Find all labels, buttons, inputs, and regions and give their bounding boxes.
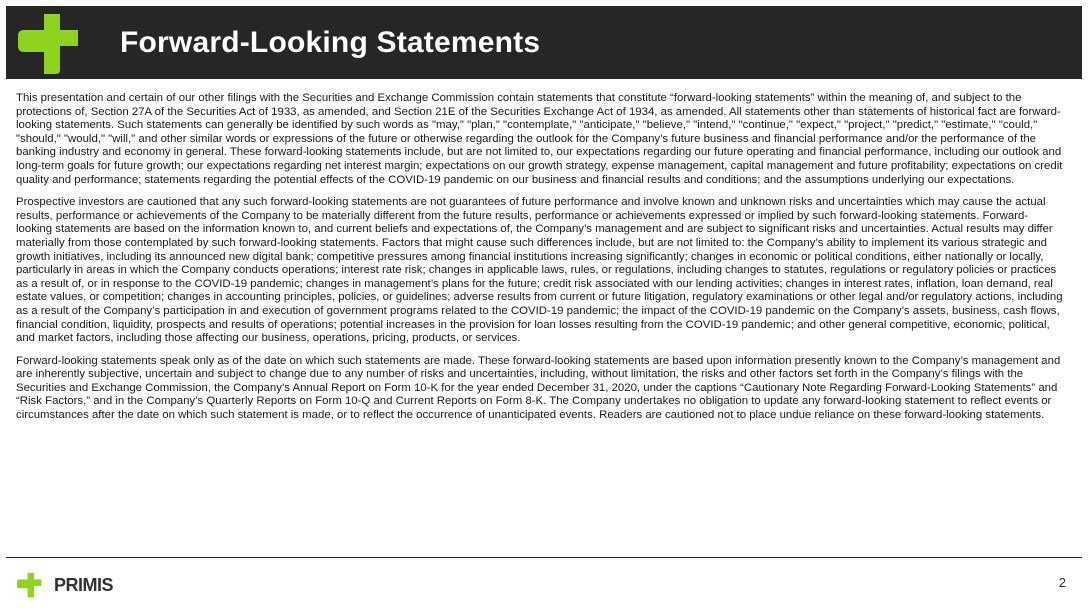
footer-brand-name: PRIMIS — [54, 574, 114, 595]
statement-body — [16, 92, 1064, 432]
primis-plus-logo-icon — [12, 572, 48, 598]
primis-plus-logo-icon — [14, 12, 86, 76]
paragraph-forward-looking-definition: This presentation and certain of our other filings with the Securities and Exchange Commission contain statements that constitute “forward-looking statements” within the meaning of, and subject to the protections of, Section 27A of the Securities Act of 1933, as amended, and Section 21E of the Securities Exchange Act of 1934, as amended. All statements other than statements of historical fact are forward-looking statements. Such statements can generally be identified by such words as "may," "plan," "contemplate," "anticipate," "believe," "intend," "continue," "expect," "project," "predict," "estimate," "could," "should," "would," "will," and other similar words or expressions of the future or otherwise regarding the outlook for the Company’s future business and financial performance and/or the performance of the banking industry and economy in general. These forward-looking statements include, but are not limited to, our expectations regarding our future operating and financial performance, including our outlook and long-term goals for future growth; our expectations regarding net interest margin; expectations on our growth strategy, expense management, capital management and future profitability; expectations on credit quality and performance; statements regarding the potential effects of the COVID-19 pandemic on our business and financial results and conditions; and the assumptions underlying our expectations. — [16, 92, 1063, 186]
footer-divider — [6, 557, 1082, 558]
page-number: 2 — [1058, 575, 1066, 590]
paragraph-risk-factors: Prospective investors are cautioned that any such forward-looking statements are not guarantees of future performance and involve known and unknown risks and uncertainties which may cause the actual results, performance or achievements of the Company to be materially different from the future results, performance or achievements expressed or implied by such forward-looking statements. Forward-looking statements are based on the information known to, and current beliefs and expectations of, the Company’s management and are subject to significant risks and uncertainties. Actual results may differ materially from those contemplated by such forward-looking statements. Factors that might cause such differences include, but are not limited to: the Company’s ability to implement its various strategic and growth initiatives, including its announced new digital bank; competitive pressures among financial institutions increasing significantly; changes in economic or political conditions, either nationally or locally, particularly in areas in which the Company conducts operations; interest rate risk; changes in applicable laws, rules, or regulations, including changes to statutes, regulations or regulatory policies or practices as a result of, or in response to the COVID-19 pandemic; changes in management’s plans for the future; credit risk associated with our lending activities; changes in interest rates, inflation, loan demand, real estate values, or competition; changes in accounting principles, policies, or guidelines; adverse results from current or future litigation, regulatory examinations or other legal and/or regulatory actions, including as a result of the Company’s participation in and execution of government programs related to the COVID-19 pandemic; the impact of the COVID-19 pandemic on the Company’s assets, business, cash flows, financial condition, liquidity, prospects and results of operations; potential increases in the provision for loan losses resulting from the COVID-19 pandemic; and other general competitive, economic, political, and market factors, including those affecting our business, operations, pricing, products, or services. — [16, 196, 1063, 345]
footer-logo — [12, 572, 113, 598]
title-bar — [6, 6, 1082, 79]
paragraph-disclaimer: Forward-looking statements speak only as of the date on which such statements are made. These forward-looking statements are based upon information presently known to the Company’s management and are inherently subjective, uncertain and subject to change due to any number of risks and uncertainties, including, without limitation, the risks and other factors set forth in the Company’s filings with the Securities and Exchange Commission, the Company’s Annual Report on Form 10-K for the year ended December 31, 2020, under the captions “Cautionary Note Regarding Forward-Looking Statements” and “Risk Factors,” and in the Company’s Quarterly Reports on Form 10-Q and Current Reports on Form 8-K. The Company undertakes no obligation to update any forward-looking statement to reflect events or circumstances after the date on which such statement is made, or to reflect the occurrence of unanticipated events. Readers are cautioned not to place undue reliance on these forward-looking statements. — [16, 354, 1061, 422]
page-title: Forward-Looking Statements — [120, 26, 541, 59]
